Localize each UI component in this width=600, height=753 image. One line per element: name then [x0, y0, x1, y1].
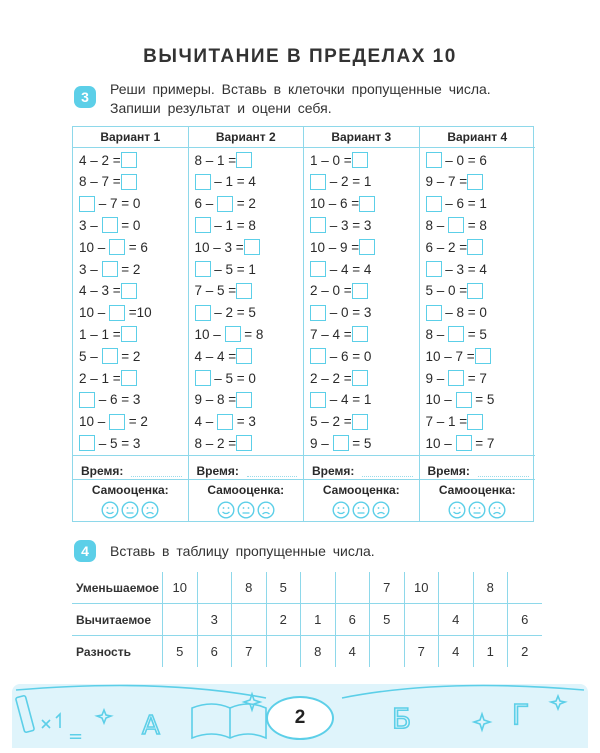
example-row — [195, 345, 298, 367]
self-assessment-label: Самооценка: — [91, 483, 169, 497]
example-text: 4 – 3 = — [79, 283, 121, 299]
example-text: = 7 — [464, 370, 487, 386]
example-text: 7 – 4 = — [310, 326, 352, 342]
example-row — [195, 171, 298, 193]
empty-cell[interactable] — [473, 604, 508, 636]
example-row — [426, 258, 530, 280]
page-title: ВЫЧИТАНИЕ В ПРЕДЕЛАХ 10 — [143, 46, 457, 67]
example-row — [310, 193, 413, 215]
example-row — [195, 236, 298, 258]
example-row — [426, 302, 530, 324]
example-text: – 6 = 1 — [441, 196, 487, 212]
answer-box[interactable] — [310, 305, 326, 321]
example-row — [79, 345, 182, 367]
table-cell: 5 — [370, 604, 405, 636]
example-row — [310, 214, 413, 236]
happy-face-icon[interactable] — [448, 501, 466, 519]
example-row — [195, 432, 298, 454]
answer-box[interactable] — [121, 370, 137, 386]
example-text: 4 – — [194, 414, 218, 430]
time-write-line[interactable] — [247, 476, 298, 477]
answer-box[interactable] — [195, 261, 211, 277]
example-row — [426, 367, 530, 389]
example-row — [79, 302, 182, 324]
example-text: – 0 = 6 — [441, 152, 487, 168]
answer-box[interactable] — [426, 196, 442, 212]
example-row — [310, 432, 413, 454]
example-text: – 7 = 0 — [95, 196, 141, 212]
example-text: 7 – 1 = — [425, 414, 468, 430]
empty-cell[interactable] — [232, 604, 267, 636]
time-row — [420, 455, 536, 480]
answer-box[interactable] — [79, 392, 95, 408]
example-text: = 7 — [471, 435, 495, 451]
sad-face-icon[interactable] — [141, 501, 159, 519]
svg-text:Б: Б — [392, 702, 412, 735]
example-text: – 5 = 0 — [210, 370, 256, 386]
answer-box[interactable] — [121, 174, 137, 190]
neutral-face-icon[interactable] — [237, 501, 255, 519]
example-row — [426, 193, 530, 215]
table-cell: 1 — [301, 604, 336, 636]
example-text: = 5 — [348, 435, 372, 451]
example-row — [195, 323, 298, 345]
example-row — [310, 302, 413, 324]
empty-cell[interactable] — [508, 572, 542, 604]
variant-column-1 — [73, 127, 189, 521]
example-text: 5 – — [79, 348, 102, 364]
example-row — [310, 323, 413, 345]
variant-column-3 — [304, 127, 420, 521]
answer-box[interactable] — [475, 348, 491, 364]
table-cell: 2 — [266, 604, 301, 636]
table-cell: 1 — [473, 636, 508, 668]
table-row — [72, 604, 542, 636]
example-row — [426, 280, 530, 302]
example-text: 10 – — [425, 435, 456, 451]
example-row — [426, 149, 530, 171]
example-row — [79, 411, 182, 433]
example-row — [426, 171, 530, 193]
self-assessment-label: Самооценка: — [322, 483, 400, 497]
table-row — [72, 636, 542, 668]
happy-face-icon[interactable] — [217, 501, 235, 519]
example-text: 10 – — [425, 392, 456, 408]
example-row — [195, 411, 298, 433]
example-row — [79, 258, 182, 280]
answer-box[interactable] — [195, 305, 211, 321]
answer-box[interactable] — [359, 196, 375, 212]
example-row — [79, 193, 182, 215]
example-text: 10 – 6 = — [310, 196, 360, 212]
variants-grid — [72, 126, 534, 522]
example-row — [310, 236, 413, 258]
table-cell: 6 — [335, 604, 370, 636]
example-text: – 5 = 3 — [95, 435, 141, 451]
answer-box[interactable] — [426, 261, 442, 277]
example-row — [426, 389, 530, 411]
example-row — [195, 149, 298, 171]
table-cell: 10 — [404, 572, 439, 604]
empty-cell[interactable] — [301, 572, 336, 604]
answer-box[interactable] — [310, 261, 326, 277]
example-row — [79, 367, 182, 389]
self-assessment-row — [189, 479, 304, 522]
time-label: Время: — [312, 464, 355, 478]
answer-box[interactable] — [109, 239, 125, 255]
time-row — [189, 455, 304, 480]
answer-box[interactable] — [195, 217, 211, 233]
example-row — [79, 236, 182, 258]
answer-box[interactable] — [467, 283, 483, 299]
example-text: 7 – 5 = — [194, 283, 237, 299]
page-number: 2 — [266, 696, 334, 740]
example-row — [426, 345, 530, 367]
empty-cell[interactable] — [439, 572, 474, 604]
example-text: – 6 = 0 — [326, 348, 372, 364]
example-text: – 8 = 0 — [441, 305, 487, 321]
example-text: – 6 = 3 — [95, 392, 141, 408]
table-cell: 4 — [439, 636, 474, 668]
answer-box[interactable] — [467, 414, 483, 430]
answer-box[interactable] — [310, 217, 326, 233]
row-label: Разность — [72, 636, 163, 668]
table-cell: 8 — [473, 572, 508, 604]
example-text: 10 – — [194, 326, 225, 342]
self-assessment-row — [73, 479, 188, 522]
answer-box[interactable] — [102, 261, 118, 277]
example-text: 9 – — [310, 435, 333, 451]
empty-cell[interactable] — [404, 604, 439, 636]
example-text: 10 – — [79, 239, 110, 255]
answer-box[interactable] — [426, 152, 442, 168]
example-text: 5 – 2 = — [310, 414, 352, 430]
answer-box[interactable] — [121, 283, 137, 299]
table-cell: 8 — [301, 636, 336, 668]
example-text: – 3 = 4 — [441, 261, 487, 277]
example-row — [310, 411, 413, 433]
example-row — [195, 214, 298, 236]
example-text: – 2 = 1 — [326, 174, 372, 190]
example-text: 4 – 4 = — [194, 348, 237, 364]
answer-box[interactable] — [217, 196, 233, 212]
answer-box[interactable] — [217, 414, 233, 430]
example-row — [310, 280, 413, 302]
example-text: 1 – 1 = — [79, 326, 121, 342]
neutral-face-icon[interactable] — [352, 501, 370, 519]
table-cell: 3 — [197, 604, 232, 636]
example-text: 6 – 2 = — [425, 239, 468, 255]
answer-box[interactable] — [467, 174, 483, 190]
example-row — [79, 432, 182, 454]
svg-text:Г: Г — [512, 698, 530, 731]
empty-cell[interactable] — [163, 604, 198, 636]
table-cell: 4 — [335, 636, 370, 668]
example-row — [310, 345, 413, 367]
answer-box[interactable] — [102, 217, 118, 233]
answer-box[interactable] — [236, 435, 252, 451]
example-row — [195, 193, 298, 215]
answer-box[interactable] — [352, 283, 368, 299]
answer-box[interactable] — [448, 326, 464, 342]
table-cell: 4 — [439, 604, 474, 636]
example-text: 8 – 2 = — [194, 435, 237, 451]
answer-box[interactable] — [456, 392, 472, 408]
example-row — [310, 149, 413, 171]
example-text: 8 – 1 = — [194, 152, 237, 168]
answer-box[interactable] — [79, 196, 95, 212]
answer-box[interactable] — [467, 239, 483, 255]
time-label: Время: — [196, 464, 239, 478]
example-row — [79, 214, 182, 236]
answer-box[interactable] — [352, 152, 368, 168]
example-text: 10 – — [79, 414, 110, 430]
example-row — [195, 367, 298, 389]
example-text: – 2 = 5 — [210, 305, 256, 321]
variant-header: Вариант 1 — [73, 127, 188, 148]
example-row — [195, 258, 298, 280]
svg-text:А: А — [142, 711, 160, 741]
example-text: – 1 = 8 — [210, 217, 256, 233]
example-text: 10 – — [79, 305, 110, 321]
self-assessment-label: Самооценка: — [207, 483, 285, 497]
task-3-number: 3 — [74, 86, 96, 108]
variant-column-2 — [189, 127, 305, 521]
example-text: – 0 = 3 — [326, 305, 372, 321]
table-row — [72, 572, 542, 604]
example-row — [426, 214, 530, 236]
table-cell: 7 — [404, 636, 439, 668]
time-label: Время: — [81, 464, 124, 478]
example-text: 8 – — [425, 217, 449, 233]
example-text: 8 – — [425, 326, 449, 342]
example-text: 2 – 1 = — [79, 370, 121, 386]
answer-box[interactable] — [236, 392, 252, 408]
task-3-instruction-line-1: Реши примеры. Вставь в клеточки пропущенные числа. — [110, 81, 491, 97]
example-text: – 4 = 4 — [326, 261, 372, 277]
task-3-instruction-line-2: Запиши результат и оцени себя. — [110, 100, 332, 116]
empty-cell[interactable] — [335, 572, 370, 604]
variant-header: Вариант 3 — [304, 127, 419, 148]
answer-box[interactable] — [352, 370, 368, 386]
answer-box[interactable] — [448, 370, 464, 386]
answer-box[interactable] — [310, 348, 326, 364]
answer-box[interactable] — [236, 348, 252, 364]
example-text: = 2 — [117, 348, 141, 364]
self-assessment-row — [420, 479, 536, 522]
answer-box[interactable] — [310, 174, 326, 190]
example-row — [426, 411, 530, 433]
variant-header: Вариант 2 — [189, 127, 304, 148]
table-cell: 5 — [266, 572, 301, 604]
example-text: = 2 — [233, 196, 256, 212]
time-row — [304, 455, 419, 480]
happy-face-icon[interactable] — [101, 501, 119, 519]
answer-box[interactable] — [448, 217, 464, 233]
example-text: 10 – 3 = — [194, 239, 244, 255]
example-text: – 4 = 1 — [326, 392, 372, 408]
example-text: = 3 — [233, 414, 256, 430]
example-text: = 8 — [240, 326, 264, 342]
example-row — [426, 323, 530, 345]
answer-box[interactable] — [102, 348, 118, 364]
example-text: = 8 — [464, 217, 487, 233]
table-cell: 7 — [232, 636, 267, 668]
answer-box[interactable] — [121, 152, 137, 168]
table-cell: 7 — [370, 572, 405, 604]
example-row — [310, 171, 413, 193]
example-text: 3 – — [79, 217, 102, 233]
table-cell: 10 — [163, 572, 198, 604]
variant-column-4 — [420, 127, 536, 521]
example-row — [426, 432, 530, 454]
table-cell: 5 — [163, 636, 198, 668]
example-row — [310, 389, 413, 411]
example-text: 10 – 9 = — [310, 239, 360, 255]
example-text: = 5 — [471, 392, 495, 408]
sad-face-icon[interactable] — [372, 501, 390, 519]
example-text: 10 – 7 = — [425, 348, 475, 364]
answer-box[interactable] — [195, 370, 211, 386]
empty-cell[interactable] — [266, 636, 301, 668]
answer-box[interactable] — [456, 435, 472, 451]
self-assessment-label: Самооценка: — [438, 483, 516, 497]
answer-box[interactable] — [352, 414, 368, 430]
example-row — [310, 367, 413, 389]
sad-face-icon[interactable] — [257, 501, 275, 519]
example-row — [79, 149, 182, 171]
example-text: 1 – 0 = — [310, 152, 352, 168]
example-text: – 5 = 1 — [210, 261, 256, 277]
sad-face-icon[interactable] — [488, 501, 506, 519]
time-row — [73, 455, 188, 480]
example-text: 2 – 2 = — [310, 370, 352, 386]
time-write-line[interactable] — [478, 476, 530, 477]
example-text: = 6 — [125, 239, 148, 255]
answer-box[interactable] — [109, 305, 125, 321]
time-write-line[interactable] — [131, 476, 182, 477]
neutral-face-icon[interactable] — [468, 501, 486, 519]
row-label: Вычитаемое — [72, 604, 163, 636]
example-text: 9 – — [425, 370, 449, 386]
empty-cell[interactable] — [197, 572, 232, 604]
task-4-number: 4 — [74, 540, 96, 562]
table-cell: 2 — [508, 636, 542, 668]
table-cell: 6 — [508, 604, 542, 636]
example-text: 8 – 7 = — [79, 174, 121, 190]
example-text: = 2 — [125, 414, 148, 430]
example-text: – 1 = 4 — [210, 174, 256, 190]
neutral-face-icon[interactable] — [121, 501, 139, 519]
answer-box[interactable] — [109, 414, 125, 430]
example-text: = 5 — [464, 326, 487, 342]
svg-text:=: = — [68, 726, 84, 747]
example-row — [79, 389, 182, 411]
answer-box[interactable] — [333, 435, 349, 451]
example-row — [79, 323, 182, 345]
example-text: = 0 — [117, 217, 141, 233]
happy-face-icon[interactable] — [332, 501, 350, 519]
answer-box[interactable] — [244, 239, 260, 255]
answer-box[interactable] — [225, 326, 241, 342]
answer-box[interactable] — [195, 174, 211, 190]
example-row — [310, 258, 413, 280]
answer-box[interactable] — [352, 326, 368, 342]
example-row — [195, 280, 298, 302]
table-cell: 8 — [232, 572, 267, 604]
example-row — [426, 236, 530, 258]
example-text: =10 — [125, 305, 152, 321]
task-4-instruction: Вставь в таблицу пропущенные числа. — [110, 543, 375, 559]
example-row — [195, 302, 298, 324]
answer-box[interactable] — [426, 305, 442, 321]
example-row — [79, 280, 182, 302]
self-assessment-row — [304, 479, 419, 522]
answer-box[interactable] — [310, 392, 326, 408]
time-label: Время: — [427, 464, 470, 478]
variant-header: Вариант 4 — [420, 127, 536, 148]
table-cell: 6 — [197, 636, 232, 668]
example-text: 4 – 2 = — [79, 152, 121, 168]
answer-box[interactable] — [236, 283, 252, 299]
example-text: = 2 — [117, 261, 141, 277]
example-text: 9 – 8 = — [194, 392, 237, 408]
example-text: 6 – — [194, 196, 218, 212]
example-text: 9 – 7 = — [425, 174, 468, 190]
answer-box[interactable] — [359, 239, 375, 255]
example-text: 3 – — [79, 261, 102, 277]
row-label: Уменьшаемое — [72, 572, 163, 604]
answer-box[interactable] — [236, 152, 252, 168]
time-write-line[interactable] — [362, 476, 413, 477]
example-text: 2 – 0 = — [310, 283, 352, 299]
example-text: – 3 = 3 — [326, 217, 372, 233]
answer-box[interactable] — [79, 435, 95, 451]
example-text: 5 – 0 = — [425, 283, 468, 299]
subtraction-table — [72, 572, 542, 667]
empty-cell[interactable] — [370, 636, 405, 668]
example-row — [79, 171, 182, 193]
answer-box[interactable] — [121, 326, 137, 342]
example-row — [195, 389, 298, 411]
